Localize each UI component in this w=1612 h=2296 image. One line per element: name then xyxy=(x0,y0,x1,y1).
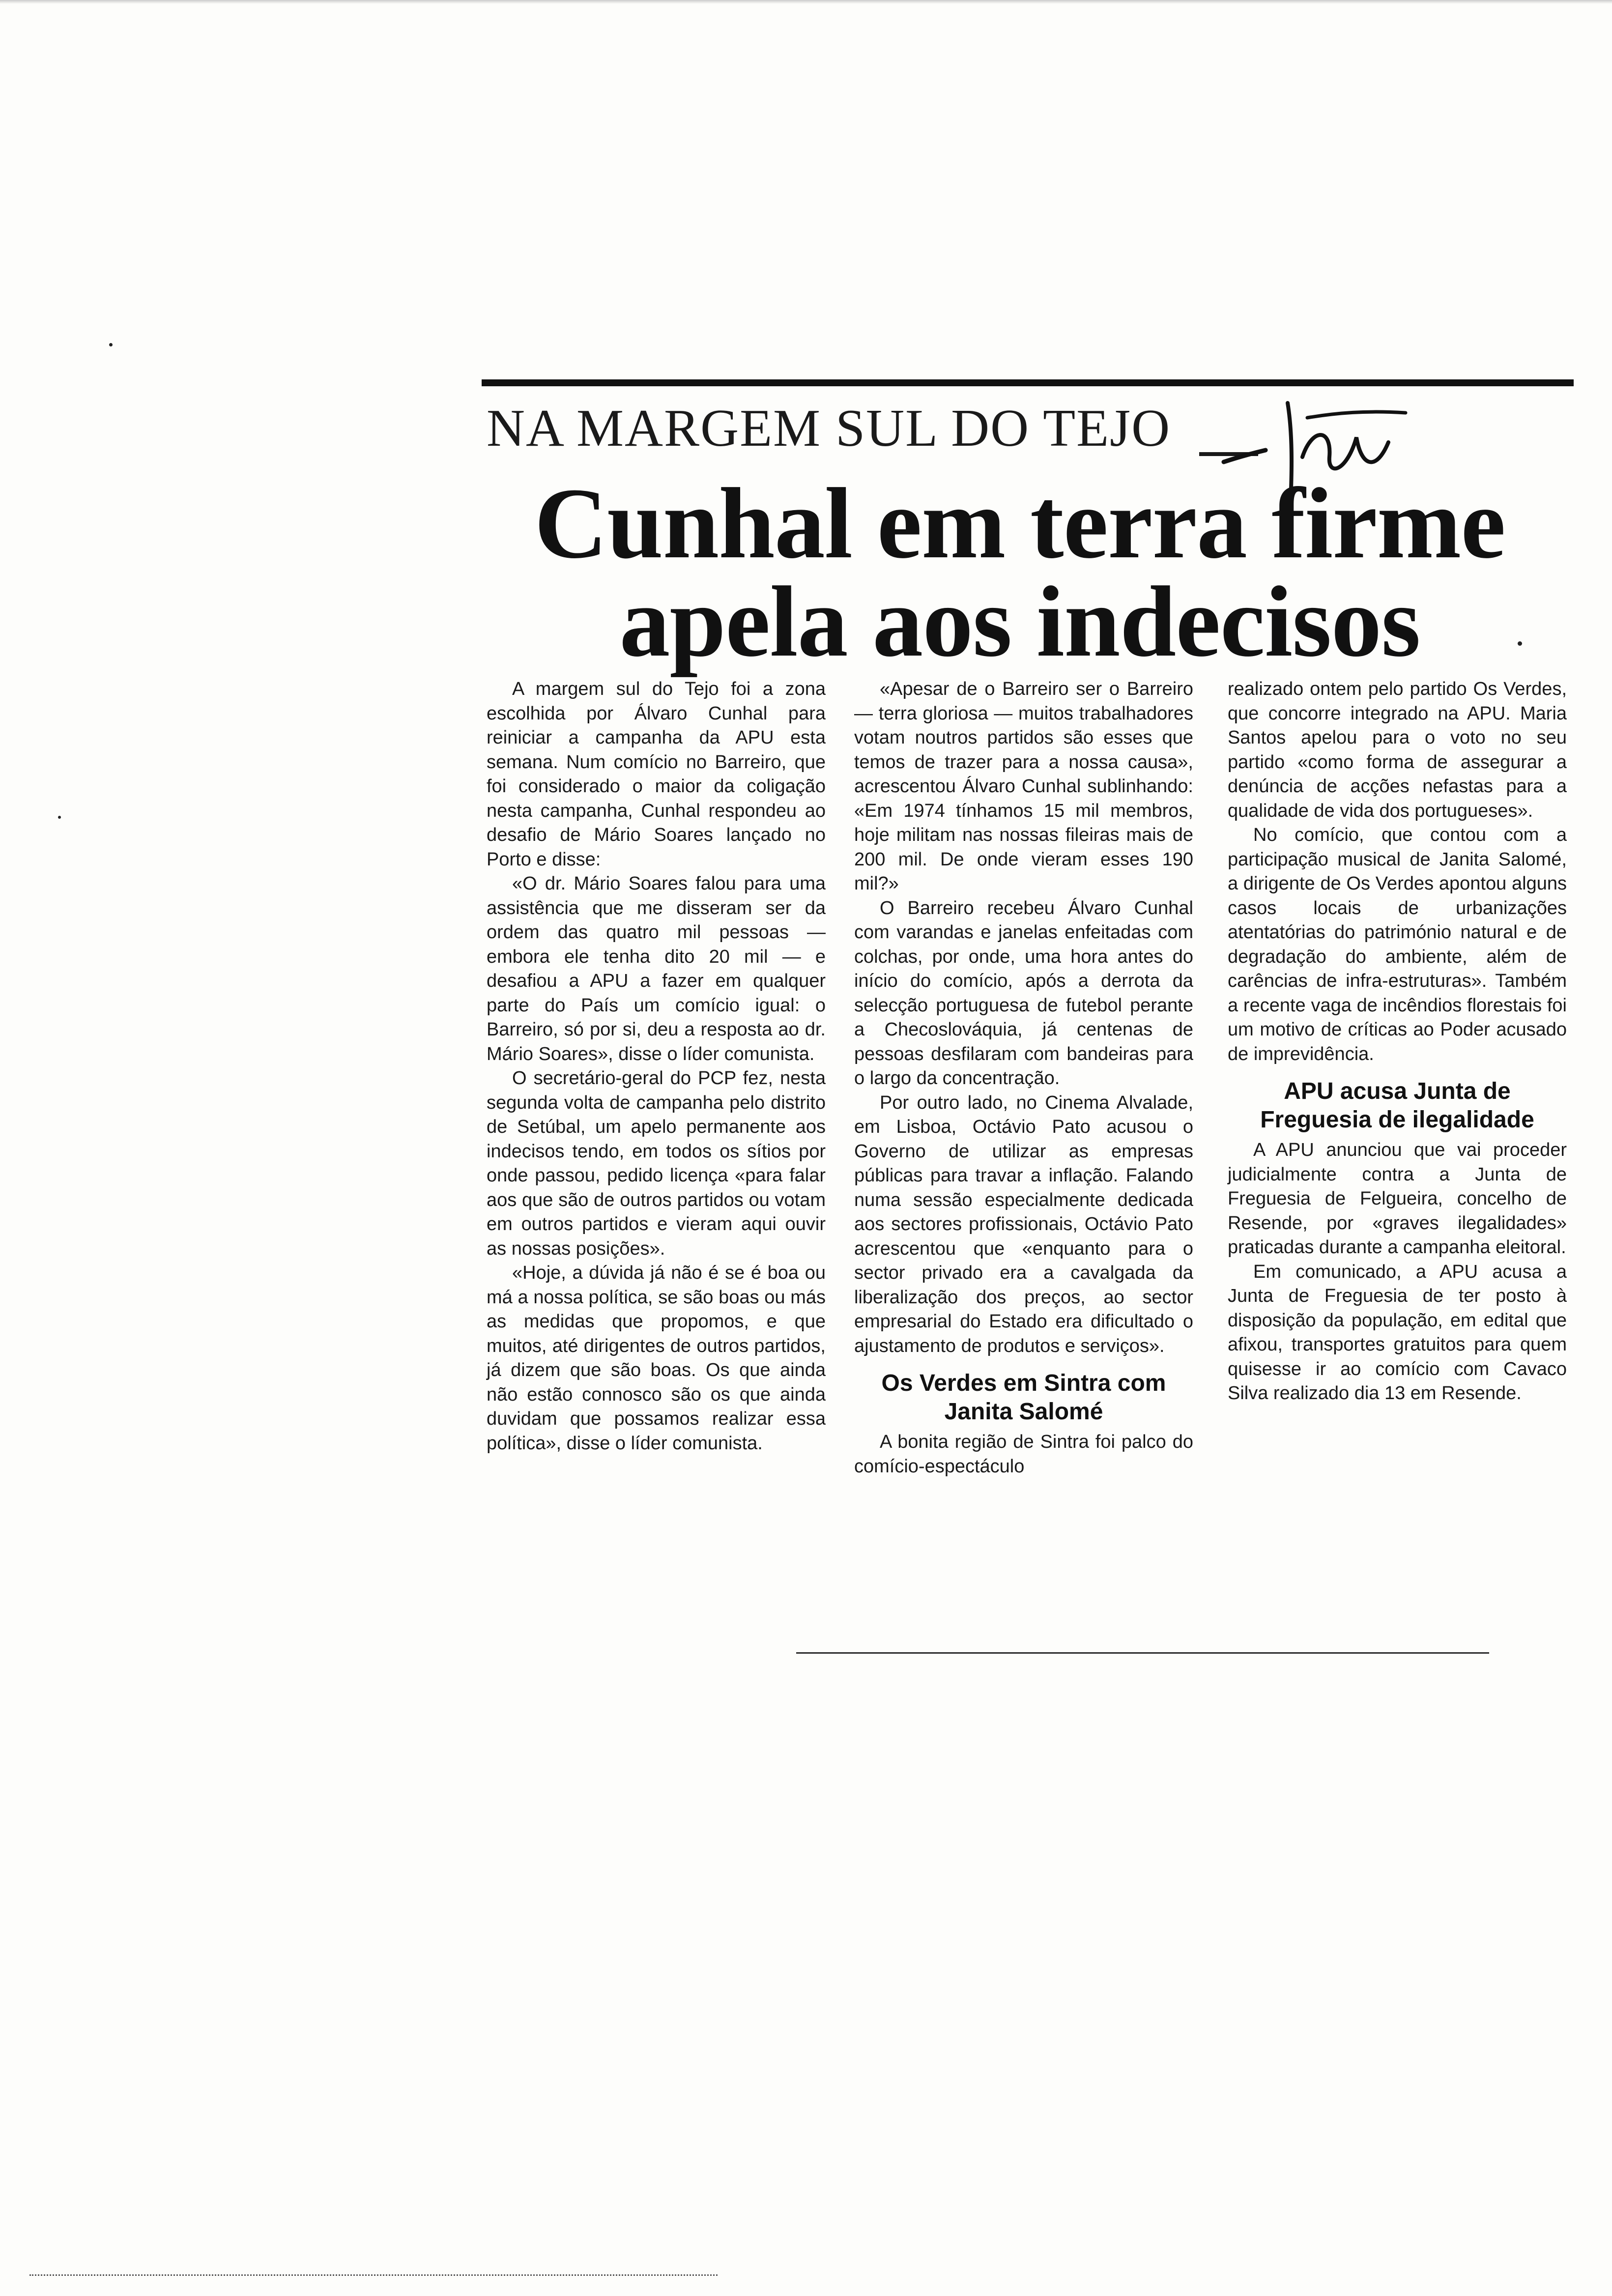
subheading-apu-acusa: APU acusa Junta de Freguesia de ilegalidade xyxy=(1260,1078,1534,1133)
paragraph: A APU anunciou que vai proceder judicialmente contra a Junta de Freguesia de Felgueira, concelho de Resende, por «graves ilegalidades» praticadas durante a campanha eleitoral. xyxy=(1228,1140,1567,1258)
paragraph: «Hoje, a dúvida já não é se é boa ou má a nossa política, se são boas ou más as medidas que propomos, e que muitos, até dirigentes de outros partidos, já dizem que são boas. Os que ainda não estão connosco são os que ainda duvidam que possamos realizar essa política», disse o líder comunista. xyxy=(487,1263,826,1454)
scan-edge xyxy=(0,0,1612,4)
column-1 xyxy=(487,677,826,1456)
paragraph: A margem sul do Tejo foi a zona escolhida por Álvaro Cunhal para reiniciar a campanha da APU esta semana. Num comício no Barreiro, que foi considerado o maior da coligação nesta campanha, Cunhal respondeu ao desafio de Mário Soares lançado no Porto e disse: xyxy=(487,679,826,870)
bottom-rule xyxy=(796,1652,1489,1654)
paragraph: «Apesar de o Barreiro ser o Barreiro — terra gloriosa — muitos trabalhadores votam noutros partidos são esses que temos de trazer para a nossa causa», acrescentou Álvaro Cunhal sublinhando: «Em 1974 tínhamos 15 mil membros, hoje militam nas nossas fileiras mais de 200 mil. De onde vieram esses 190 mil?» xyxy=(854,679,1193,894)
headline xyxy=(491,467,1548,678)
scan-speck xyxy=(1518,641,1522,646)
paragraph: O secretário-geral do PCP fez, nesta segunda volta de campanha pelo distrito de Setúbal, um apelo permanente aos indecisos tendo, em todos os sítios por onde passou, pedido licença «para falar aos que são de outros partidos ou votam em outros partidos e vieram aqui ouvir as nossas posições». xyxy=(487,1068,826,1259)
paragraph: A bonita região de Sintra foi palco do comício-espectáculo xyxy=(854,1432,1193,1477)
column-2 xyxy=(854,677,1193,1479)
paragraph: realizado ontem pelo partido Os Verdes, que concorre integrado na APU. Maria Santos apelou para o voto no seu partido «como forma de assegurar a denúncia de acções nefastas para a qualidade de vida dos portugueses». xyxy=(1228,679,1567,821)
paragraph: Em comunicado, a APU acusa a Junta de Freguesia de ter posto à disposição da população, em edital que afixou, transportes gratuitos para quem quisesse ir ao comício com Cavaco Silva realizado dia 13 em Resende. xyxy=(1228,1261,1567,1404)
paragraph: No comício, que contou com a participação musical de Janita Salomé, a dirigente de Os Verdes apontou alguns casos locais de urbanizações atentatórias do património natural e de degradação do ambiente, além de carências de infra-estruturas». Também a recente vaga de incêndios florestais foi um motivo de críticas ao Poder acusado de imprevidência. xyxy=(1228,825,1567,1064)
headline-line-1: Cunhal em terra firme xyxy=(534,467,1505,579)
column-3 xyxy=(1228,677,1567,1406)
paragraph: Por outro lado, no Cinema Alvalade, em Lisboa, Octávio Pato acusou o Governo de utilizar as empresas públicas para travar a inflação. Falando numa sessão especialmente dedicada aos sectores profissionais, Octávio Pato acrescentou que «enquanto para o sector privado era a cavalgada da liberalização dos preços, ao sector empresarial do Estado era dificultado o ajustamento de produtos e serviços». xyxy=(854,1092,1193,1356)
scan-noise xyxy=(29,2274,718,2279)
paragraph: O Barreiro recebeu Álvaro Cunhal com varandas e janelas enfeitadas com colchas, por onde, uma hora antes do início do comício, após a derrota da selecção portuguesa de futebol perante a Checoslováquia, já centenas de pessoas desfilaram com bandeiras para o largo da concentração. xyxy=(854,897,1193,1089)
scan-speck xyxy=(109,343,113,346)
kicker: NA MARGEM SUL DO TEJO xyxy=(487,399,1171,458)
subheading-os-verdes: Os Verdes em Sintra com Janita Salomé xyxy=(881,1370,1166,1425)
scan-speck xyxy=(58,816,61,819)
top-rule xyxy=(482,379,1574,386)
headline-line-2: apela aos indecisos xyxy=(619,565,1420,678)
paragraph: «O dr. Mário Soares falou para uma assistência que me disseram ser da ordem das quatro mil pessoas — embora ele tenha dito 20 mil — e desafiou a APU a fazer em qualquer parte do País um comício igual: o Barreiro, só por si, deu a resposta ao dr. Mário Soares», disse o líder comunista. xyxy=(487,873,826,1064)
